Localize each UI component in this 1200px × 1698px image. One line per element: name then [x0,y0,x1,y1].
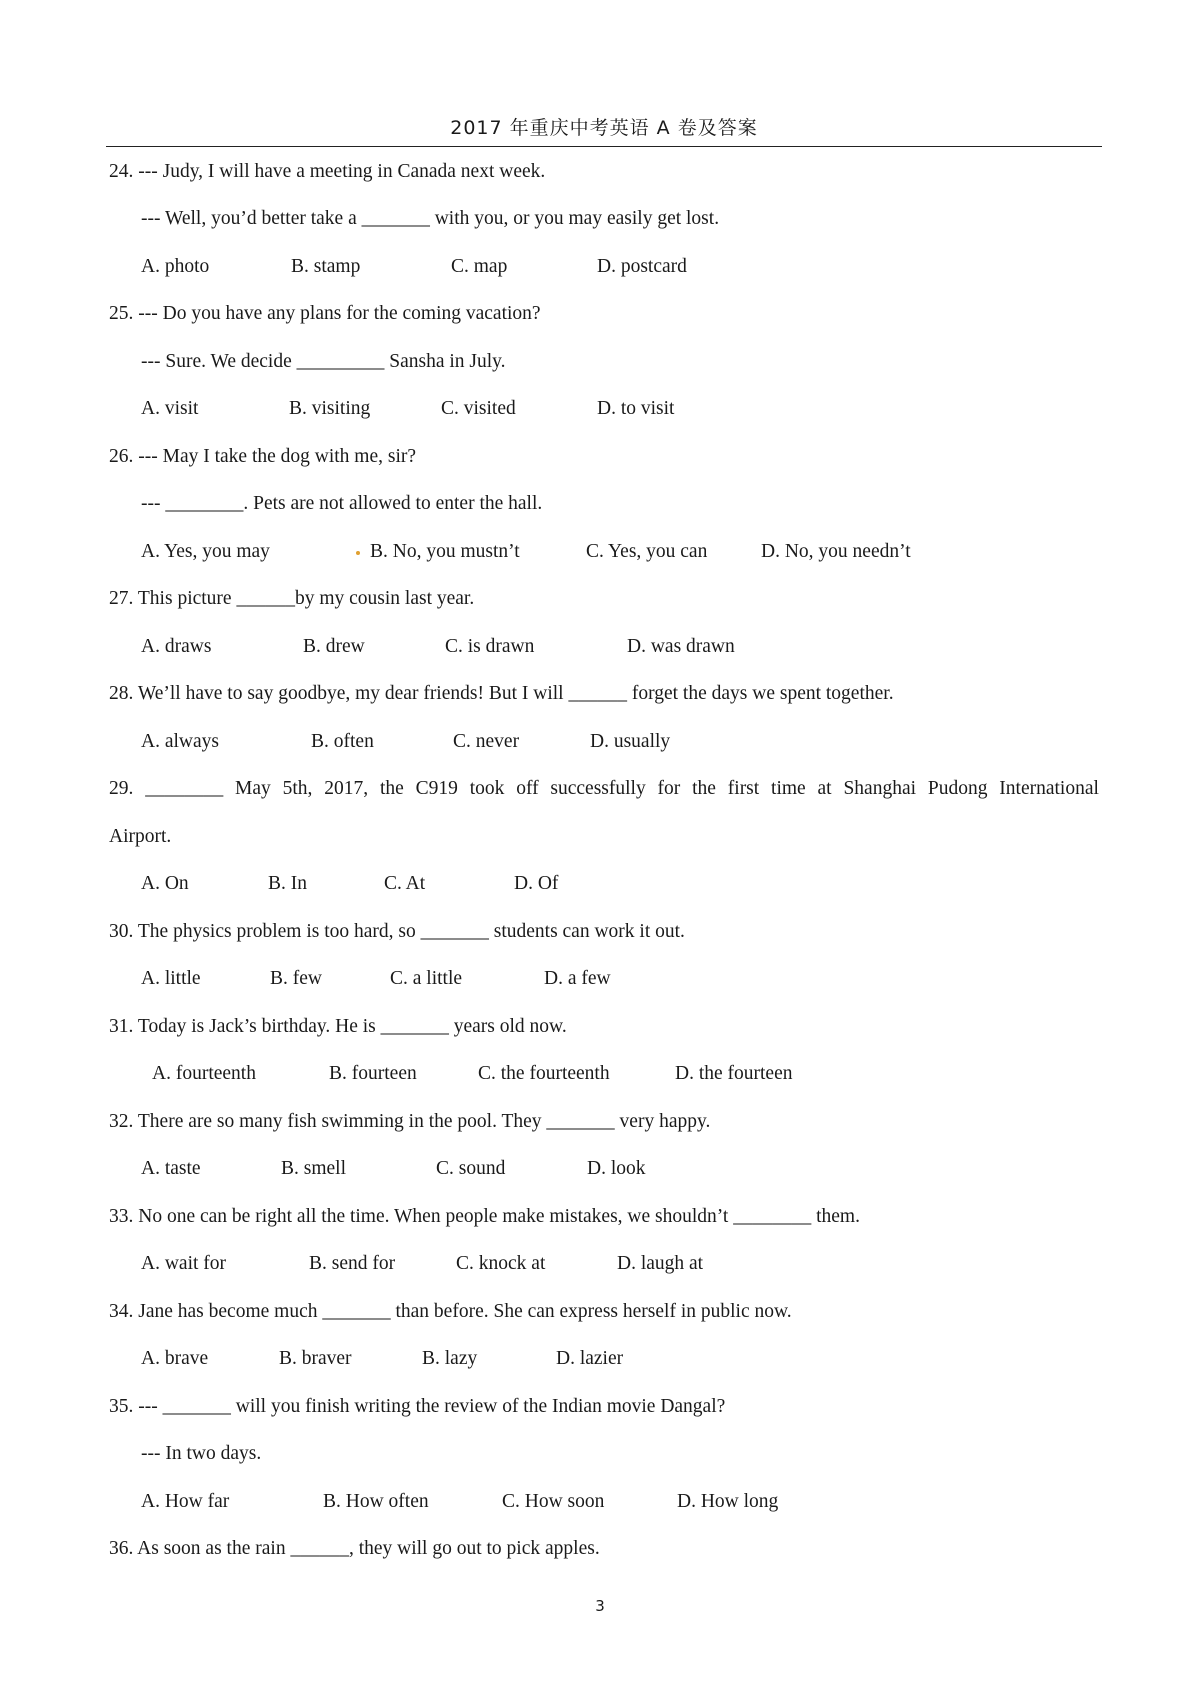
page-number: 3 [595,1597,605,1615]
question-34-option-b[interactable]: B. braver [279,1348,352,1369]
question-26-option-d[interactable]: D. No, you needn’t [761,541,911,562]
q29-word: May [235,778,271,799]
q29-word: at [817,778,832,799]
question-32-option-c[interactable]: C. sound [436,1158,506,1179]
question-28-stem: 28. We’ll have to say goodbye, my dear friends! But I will ______ forget the days we spent together. [109,683,894,704]
q29-word: 2017, [324,778,369,799]
question-35-stem: 35. --- _______ will you finish writing the review of the Indian movie Dangal? [109,1396,726,1417]
question-24-option-a[interactable]: A. photo [141,256,210,277]
q29-word: 29. [109,778,134,799]
question-35-option-c[interactable]: C. How soon [502,1491,605,1512]
question-33-option-a[interactable]: A. wait for [141,1253,227,1274]
question-24-stem: 24. --- Judy, I will have a meeting in Canada next week. [109,161,546,182]
q29-word: Pudong [927,778,988,799]
question-33-option-c[interactable]: C. knock at [456,1253,546,1274]
question-31-option-a[interactable]: A. fourteenth [152,1063,256,1084]
question-34-stem: 34. Jane has become much _______ than before. She can express herself in public now. [109,1301,792,1322]
q29-word: off [516,778,539,799]
question-29-option-b[interactable]: B. In [268,873,307,894]
question-30-stem: 30. The physics problem is too hard, so _______ students can work it out. [109,921,685,942]
question-33-option-b[interactable]: B. send for [309,1253,396,1274]
question-36-stem: 36. As soon as the rain ______, they will go out to pick apples. [109,1538,600,1559]
q29-blank: ________ [145,778,224,799]
question-28-option-c[interactable]: C. never [453,731,520,752]
question-30-option-a[interactable]: A. little [141,968,201,989]
q29-word: International [999,778,1099,799]
question-32-stem: 32. There are so many fish swimming in the pool. They _______ very happy. [109,1111,711,1132]
question-26-response: --- ________. Pets are not allowed to enter the hall. [141,493,543,514]
question-28-option-a[interactable]: A. always [141,731,219,752]
q29-word: took [469,778,505,799]
question-27-option-d[interactable]: D. was drawn [627,636,735,657]
question-27-stem: 27. This picture ______by my cousin last year. [109,588,475,609]
question-31-option-c[interactable]: C. the fourteenth [478,1063,610,1084]
page-header-title: 2017 年重庆中考英语 A 卷及答案 [106,110,1102,147]
question-25-response: --- Sure. We decide _________ Sansha in July. [141,351,506,372]
question-28-option-b[interactable]: B. often [311,731,374,752]
question-35-option-b[interactable]: B. How often [323,1491,429,1512]
question-29-option-a[interactable]: A. On [141,873,189,894]
q29-word: 5th, [282,778,313,799]
question-29-stem [109,776,1099,802]
question-29-stem-continued: Airport. [109,826,172,847]
question-30-option-b[interactable]: B. few [270,968,322,989]
question-24-option-b[interactable]: B. stamp [291,256,361,277]
question-34-option-d[interactable]: D. lazier [556,1348,624,1369]
question-34-option-a[interactable]: A. brave [141,1348,209,1369]
question-30-option-c[interactable]: C. a little [390,968,463,989]
question-31-stem: 31. Today is Jack’s birthday. He is _______ years old now. [109,1016,567,1037]
question-32-option-a[interactable]: A. taste [141,1158,201,1179]
q29-word: time [771,778,806,799]
question-24-option-c[interactable]: C. map [451,256,508,277]
question-24-response: --- Well, you’d better take a _______ with you, or you may easily get lost. [141,208,720,229]
question-27-option-c[interactable]: C. is drawn [445,636,535,657]
question-31-option-b[interactable]: B. fourteen [329,1063,417,1084]
question-26-stem: 26. --- May I take the dog with me, sir? [109,446,417,467]
question-32-option-d[interactable]: D. look [587,1158,646,1179]
question-26-option-c[interactable]: C. Yes, you can [586,541,708,562]
question-27-option-b[interactable]: B. drew [303,636,365,657]
question-27-option-a[interactable]: A. draws [141,636,212,657]
question-33-stem: 33. No one can be right all the time. When people make mistakes, we shouldn’t ________ them. [109,1206,860,1227]
question-31-option-d[interactable]: D. the fourteen [675,1063,793,1084]
question-29-option-c[interactable]: C. At [384,873,426,894]
question-26-option-a[interactable]: A. Yes, you may [141,541,270,562]
q29-word: successfully [550,778,646,799]
question-25-option-b[interactable]: B. visiting [289,398,371,419]
question-35-option-d[interactable]: D. How long [677,1491,779,1512]
question-34-option-c[interactable]: B. lazy [422,1348,478,1369]
question-25-option-a[interactable]: A. visit [141,398,199,419]
question-24-option-d[interactable]: D. postcard [597,256,687,277]
q29-word: C919 [415,778,458,799]
question-29-option-d[interactable]: D. Of [514,873,559,894]
question-32-option-b[interactable]: B. smell [281,1158,347,1179]
question-30-option-d[interactable]: D. a few [544,968,611,989]
q29-word: first [727,778,760,799]
q29-word: for [657,778,681,799]
question-25-option-d[interactable]: D. to visit [597,398,675,419]
question-26-option-b[interactable]: B. No, you mustn’t [370,541,520,562]
question-33-option-d[interactable]: D. laugh at [617,1253,704,1274]
question-28-option-d[interactable]: D. usually [590,731,671,752]
marker-dot [356,551,360,555]
q29-word: the [379,778,404,799]
q29-word: Shanghai [843,778,917,799]
q29-word: the [692,778,716,799]
question-35-option-a[interactable]: A. How far [141,1491,230,1512]
question-25-option-c[interactable]: C. visited [441,398,516,419]
question-35-response: --- In two days. [141,1443,262,1464]
question-25-stem: 25. --- Do you have any plans for the coming vacation? [109,303,541,324]
